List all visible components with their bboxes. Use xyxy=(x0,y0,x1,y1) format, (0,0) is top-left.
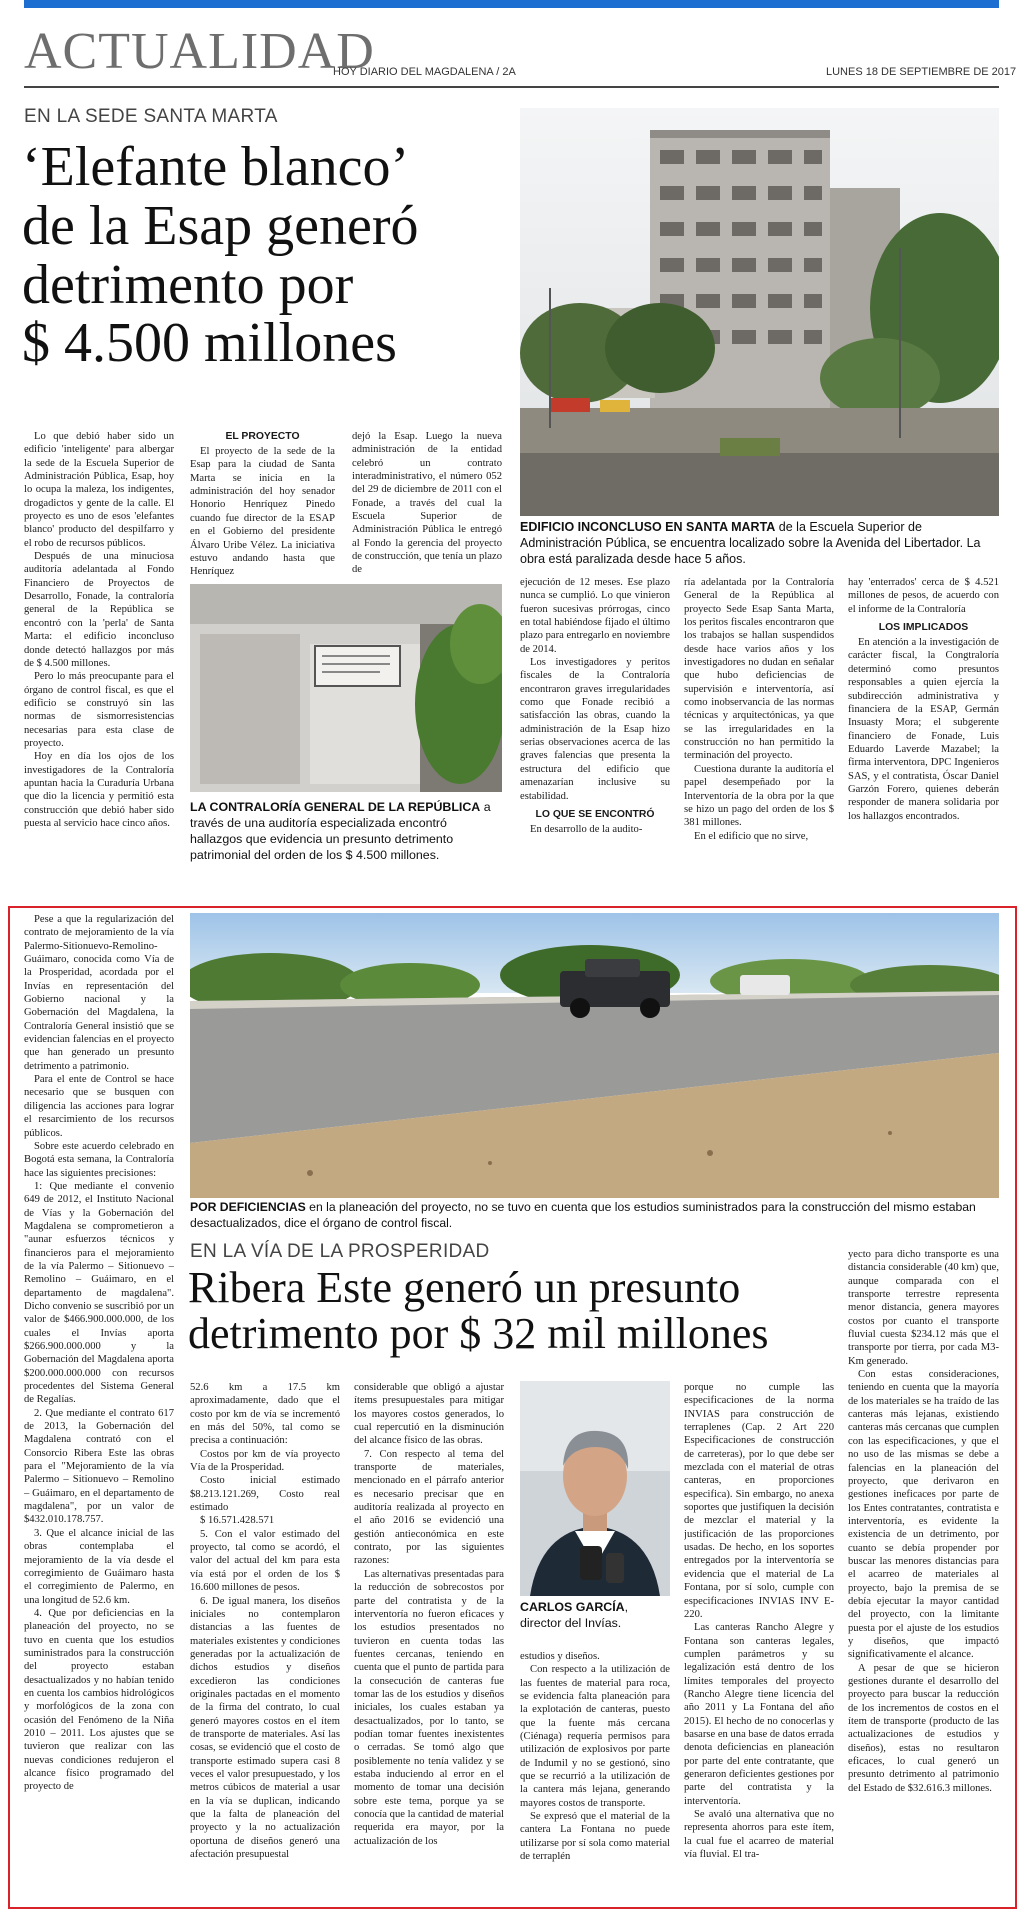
caption-text: a través de una auditoría especializada encontró hallazgos que evidencia un presunto detrimento patrimonial del orden de los $ 4.500 millones. xyxy=(190,800,491,862)
article2-headline xyxy=(188,1265,848,1357)
article1-headline-line: ‘Elefante blanco’ xyxy=(22,136,410,198)
road-photo-caption xyxy=(190,1200,999,1231)
caption-bold: POR DEFICIENCIAS xyxy=(190,1200,306,1214)
paragraph: El proyecto de la sede de la Esap para la ciudad de Santa Marta se inicia en la administración del hoy senador Honorio Henríquez Pinedo cuando fue director de la ESAP en el Gobierno del presidente Álvaro Uribe Vélez. La iniciativa estuvo andando hasta que Henríquez xyxy=(190,446,335,578)
paragraph: En desarrollo de la audito- xyxy=(530,823,643,835)
paragraph: Los investigadores y peritos fiscales de la Contraloría encontraron graves irregularidades como que Fonade recibió a satisfacción las obras, cuando la administración de la Esap hizo serias observaciones acerca de las graves falencias que presenta la estructura del edificio que amenazarían inclusive su estabilidad. xyxy=(520,657,670,802)
paragraph: $ 16.571.428.571 xyxy=(200,1515,275,1527)
caption-text: de la Escuela Superior de Administración Pública, se encuentra localizado sobre la Avenida del Libertador. La obra está paralizada desde hace 5 años. xyxy=(520,520,981,566)
subheading-implicados: LOS IMPLICADOS xyxy=(878,622,969,634)
article1-col3 xyxy=(352,430,502,580)
article1-col5 xyxy=(684,576,834,902)
article2-headline-line: Ribera Este generó un presunto xyxy=(188,1263,741,1312)
paragraph: 3. Que el alcance inicial de las obras contemplaba el mejoramiento de la vía desde el corregimiento de Guáimaro hasta el corregimiento de Palermo, en una longitud de 52.6 km. xyxy=(24,1527,174,1606)
paragraph: hay 'enterrados' cerca de $ 4.521 millones de pesos, de acuerdo con el informe de la Contraloría xyxy=(848,577,999,615)
paragraph: En atención a la investigación de carácter fiscal, la Congtraloría determinó como presuntos responsables a quien ejercía la subdirección administrativa y financiera de la ESAP, Germán Insuasty Mora; el subgerente financiero de Fonade, Luis Eduardo Laverde Mazabel; la firma interventora, DPC Ingenieros SAS, y el contratista, Óscar Daniel Garzón Forero, quienes deberán responder de manera solidaria por los hallazgos encontrados. xyxy=(848,637,999,822)
paragraph: Se expresó que el material de la cantera La Fontana no puede utilizarse por sí sola como material de terraplén xyxy=(520,1811,670,1863)
paragraph: 1: Que mediante el convenio 649 de 2012, el Instituto Nacional de Vías y la Gobernación del Magdalena se comprometieron a "aunar esfuerzos técnicos y financieros para el mejoramiento de la vía Palermo – Sitionuevo – Remolino – Guáimaro, en el departamento de magdalena". Dicho convenio se suscribió por un valor de $466.900.000.000, de los cuales el Invías aporta $266.900.000.000 y la Gobernación del Magdalena aporta $200.000.000.000 con recursos procedentes del Sistema General de Regalías. xyxy=(24,1180,174,1406)
article2-headline-line: detrimento por $ 32 mil millones xyxy=(188,1309,769,1359)
article1-headline-line: $ 4.500 millones xyxy=(22,312,397,375)
article1-col4 xyxy=(520,576,670,902)
article2-col5 xyxy=(684,1381,834,1903)
paragraph: Sobre este acuerdo celebrado en Bogotá esta semana, la Contraloría hace las siguientes precisiones: xyxy=(24,1140,174,1179)
paragraph: Costos por km de vía proyecto Vía de la Prosperidad. xyxy=(190,1448,340,1474)
paragraph: Cuestiona durante la auditoría el papel desempeñado por la Interventoría de la obra por la que se hizo un pago del orden de los $ 381 millones. xyxy=(684,763,834,829)
paragraph: Pese a que la regularización del contrato de mejoramiento de la vía Palermo-Sitionuevo-Remolino-Guáimaro, conocida como Vía de la Prosperidad, acordada por el Invías en representación del Gobierno nacional y la Gobernación del Magdalena, la Contraloría General insistió que se evidencian falencias en el proyecto que han generado un presunto detrimento a patrimonio. xyxy=(24,914,174,1072)
article2-kicker: EN LA VÍA DE LA PROSPERIDAD xyxy=(190,1241,490,1262)
paragraph: Después de una minuciosa auditoría adelantada al Fondo Financiero de Proyectos de Desarrollo, Fonade, la contraloría general de la República se encontró con la 'perla' de Santa Marta: el edificio inconcluso donde detectó hallazgos por más de $ 4.500 millones. xyxy=(24,551,174,669)
header-rule xyxy=(24,86,999,88)
article2-col3 xyxy=(354,1381,504,1903)
article1-headline xyxy=(22,138,517,373)
building-photo xyxy=(520,108,999,516)
caption-text: , director del Invías. xyxy=(520,1600,629,1630)
caption-bold: EDIFICIO INCONCLUSO EN SANTA MARTA xyxy=(520,520,776,534)
paragraph: 6. De igual manera, los diseños iniciales no contemplaron distancias a las fuentes de materiales existentes y condiciones generadas por la actualización de dichos estudios y diseños excedieron las condiciones originales pactadas en el momento de la firma del contrato, lo cual generó mayores costos en el ítem de transporte de materiales. Así las cosas, se evidenció que el costo de transporte estimado supera casi 8 veces el valor presupuestado, y los metros cúbicos de material a usar en la vía se duplican, indicando que la falta de planeación del proyecto y la no actualización oportuna de diseños generó una afectación presupuestal xyxy=(190,1595,340,1861)
contraloria-photo-caption xyxy=(190,800,502,864)
paragraph: Pero lo más preocupante para el órgano de control fiscal, es que el edificio se construyó sin las normas de sismorresistencias necesarias para esta clase de proyecto. xyxy=(24,671,174,749)
article1-col2 xyxy=(190,430,335,580)
paragraph: 7. Con respecto al tema del transporte de materiales, mencionado en el párrafo anterior es necesario precisar que en auditoría realizada al proyecto en el año 2016 se evidenció una gestión antieconómica en este contrato, por las siguientes razones: xyxy=(354,1448,504,1567)
paragraph: Se avaló una alternativa que no representa ahorros para este ítem, la cual fue el acarreo de material vía fluvial. El tra- xyxy=(684,1809,834,1861)
issue-date: LUNES 18 DE SEPTIEMBRE DE 2017 xyxy=(826,66,1017,78)
portrait-photo xyxy=(520,1381,670,1596)
article1-headline-line: detrimento por xyxy=(22,253,354,316)
article2-col1 xyxy=(24,913,174,1903)
paragraph: yecto para dicho transporte es una distancia considerable (40 km) que, aunque comparada con el transporte terrestre representa menor distancia, genera mayores costos por cuanto el transporte fluvial cuesta $234.12 más que el transporte por tierra, por cada M3-Km generado. xyxy=(848,1249,999,1367)
subheading-encontro: LO QUE SE ENCONTRÓ xyxy=(535,808,655,820)
paragraph: Hoy en día los ojos de los investigadores de la Contraloría apuntan hacia la Curaduría Urbana que dio la licencia y permitió esta construcción que debió haber sido puesta al servicio hace cinco años. xyxy=(24,751,174,829)
paragraph: 5. Con el valor estimado del proyecto, tal como se acordó, el valor del actual del km para esta vía está por el orden de los $ 16.600 millones de pesos. xyxy=(190,1528,340,1594)
article2-col6 xyxy=(848,1248,999,1903)
paragraph: Con estas consideraciones, teniendo en cuenta que la mayoría de los materiales se ha traído de las canteras más lejanas, existiendo canteras más cercanas que cumplen con las especificaciones, y que el no uso de las mismas se debe a falencias en la planeación del proyecto, que derivaron en gestiones ineficaces por parte de los Entes contratantes, contratista e interventoría, es evidente la existencia de un detrimento, por cuanto se debía propender por buscar las menores distancias para el acarreo de materiales al proyecto, bajo la premisa de se debía ejecutar la mayor cantidad del proyecto, con la limitante puesta por el ajuste de los estudios y diseños, que impactó significativamente el alcance. xyxy=(848,1369,999,1661)
paragraph: considerable que obligó a ajustar ítems presupuestales para mitigar los mayores costos generados, lo cual repercutió en la disminución del alcance físico de las obras. xyxy=(354,1382,504,1447)
article1-col1 xyxy=(24,430,174,906)
section-title: ACTUALIDAD xyxy=(24,23,375,80)
paragraph: Costo inicial estimado $8.213.121.269, Costo real estimado xyxy=(190,1475,340,1514)
paragraph: porque no cumple las especificaciones de la norma INVIAS para construcción de terraplenes (Cap. 2 Art 220 Especificaciones de construcción de carreteras), por lo que debe ser mezclada con el material de otras canteras, en proporciones especifica). Sin embargo, no anexa soportes que justifiquen la decisión de mezclar el material y la justificación de las proporciones usadas. De hecho, en los soportes entregados por la interventoría se evidencia que el material de La Fontana, por sí solo, cumple con especificaciones INVIAS INV E-220. xyxy=(684,1382,834,1620)
paragraph: estudios y diseños. xyxy=(520,1651,600,1662)
paragraph: Para el ente de Control se hace necesario que se busquen con diligencia las acciones para lograr el resarcimiento de los recursos públicos. xyxy=(24,1074,174,1139)
paper-name: HOY DIARIO DEL MAGDALENA / 2A xyxy=(333,66,516,78)
caption-bold: LA CONTRALORÍA GENERAL DE LA REPÚBLICA xyxy=(190,800,481,814)
paragraph: 52.6 km a 17.5 km aproximadamente, dado que el costo por km de vía se incrementó en más del 50%, tal como se precisa a continuación: xyxy=(190,1382,340,1447)
paragraph: A pesar de que se hicieron gestiones durante el desarrollo del proyecto para buscar la reducción de los incrementos de costos en el ítem de transporte (producto de las actualizaciones de estudios y diseños), estas no resultaron eficaces, lo cual generó un presunto detrimento al patrimonio del Estado de $32.616.3 millones. xyxy=(848,1662,999,1794)
paragraph: 4. Que por deficiencias en la planeación del proyecto, no se tuvo en cuenta que los estudios suministrados para la construcción del proyecto estaban desactualizados y no habían tenido en cuenta los cambios hidrológicos y morfológicos de la zona con ocasión del Fenómeno de la Niña 2010 – 2011. Los ajustes que se tuvieron que realizar con las nuevas condiciones redujeron el alcance físico programado del proyecto de xyxy=(24,1607,174,1793)
portrait-caption xyxy=(520,1600,670,1632)
paragraph: 2. Que mediante el contrato 617 de 2013, la Gobernación del Magdalena contrató con el Consorcio Ribera Este las obras para el "Mejoramiento de la vía Palermo – Sitionuevo – Remolino – Guáimaro, en el departamento de magdalena", por un valor de $432.010.178.757. xyxy=(24,1407,174,1526)
paragraph: Lo que debió haber sido un edificio 'inteligente' para albergar la sede de la Escuela Superior de Administración Pública, Esap, hoy lo ocupa la maleza, los indigentes, drogadictos y gente de la calle. El proyecto es uno de esos 'elefantes blanco' producto del despilfarro y el robo de recursos públicos. xyxy=(24,431,174,549)
road-photo xyxy=(190,913,999,1198)
article2-col4 xyxy=(520,1650,670,1903)
caption-text: en la planeación del proyecto, no se tuvo en cuenta que los estudios suministrados para la construcción del mismo estaban desactualizados, dice el órgano de control fiscal. xyxy=(190,1200,976,1230)
paragraph: En el edificio que no sirve, xyxy=(694,830,809,842)
article2-col2 xyxy=(190,1381,340,1903)
paragraph: Las alternativas presentadas para la reducción de sobrecostos por parte del contratista y de la interventoría no fueron eficaces y los estudios presentados no tuvieron en cuenta todas las fuentes cercanas, teniendo en cuenta que el punto de partida para la consecución de canteras fue tomar las de los estudios y diseños iniciales, los cuales estaban ya desactualizados, por lo tanto, se podían tomar fuentes inexistentes o cerradas. Se tomó algo que posiblemente no tenía validez y se estaba induciendo al error en el momento de tomar una decisión sobre este tema, porque ya se conocía que la cantidad de material requerida era mayor, por la actualización de los xyxy=(354,1568,504,1847)
article1-headline-line: de la Esap generó xyxy=(22,194,419,257)
article1-kicker: EN LA SEDE SANTA MARTA xyxy=(24,106,278,127)
paragraph: Las canteras Rancho Alegre y Fontana son canteras legales, cumplen parámetros y su legalización está dentro de los límites temporales del proyecto (Rancho Alegre tiene licencia del año 2011 y La Fontana del año 2015). El hecho de no conocerlas y basarse en una base de datos errada denota deficiencias en planeación por parte del ente contratante, que generaron deficientes gestiones por parte del contratista y la interventoría. xyxy=(684,1622,834,1807)
paragraph: ría adelantada por la Contraloría General de la República al proyecto Sede Esap Santa Marta, los peritos fiscales encontraron que los trabajos se hallan suspendidos desde hace varios años y los investigadores no dudan en señalar que hubo deficiencias de supervisión e interventoría, así como inobservancia de las normas técnicas y arquitectónicas, ya que se las irregularidades en la construcción no han permitido la terminación del proyecto. xyxy=(684,577,834,762)
paragraph: ejecución de 12 meses. Ese plazo nunca se cumplió. Lo que vinieron fueron sucesivas prórrogas, cinco en total habiéndose fijado el último plazo para entregarlo en noviembre de 2014. xyxy=(520,577,670,655)
building-photo-caption xyxy=(520,519,999,567)
caption-bold: CARLOS GARCÍA xyxy=(520,1600,625,1614)
article1-col6 xyxy=(848,576,999,902)
contraloria-photo xyxy=(190,584,502,792)
subheading-proyecto: EL PROYECTO xyxy=(225,431,300,442)
paragraph: Con respecto a la utilización de las fuentes de material para roca, se evidencia falta planeación para la explotación de canteras, puesto que la fuente más cercana (Ciénaga) requería permisos para utilización de explosivos por parte de Indumil y no se gestionó, sino que se recurrió a la utilización de la cantera más lejana, generando mayores costos de transporte. xyxy=(520,1664,670,1809)
paragraph: dejó la Esap. Luego la nueva administración de la entidad celebró un contrato interadministrativo, el número 052 del 29 de diciembre de 2011 con el Fonade, a través del cual la Escuela Superior de Administración Pública le entregó al Fondo la gerencia del proyecto de construcción, que tenía un plazo de xyxy=(352,431,502,576)
top-accent-bar xyxy=(24,0,999,8)
